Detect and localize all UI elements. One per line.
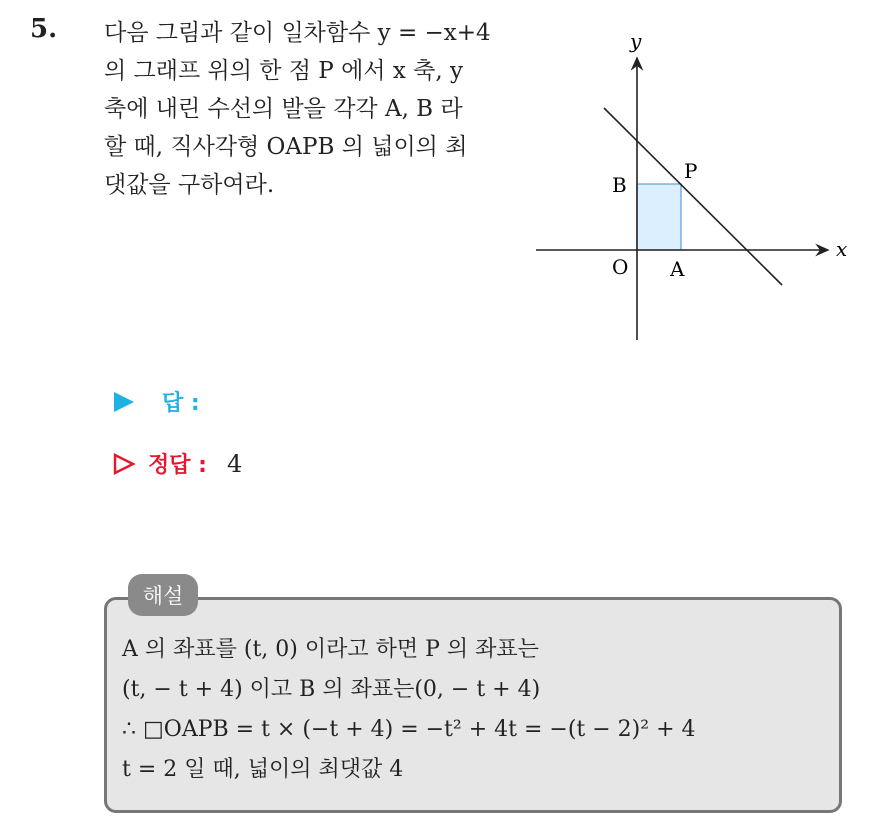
answer-row [112, 386, 200, 417]
origin-label: O [612, 255, 629, 279]
outline-triangle-icon [112, 452, 136, 476]
solution-text [122, 630, 696, 790]
question-line: 의 그래프 위의 한 점 P 에서 x 축, y [104, 58, 463, 84]
point-p-label: P [684, 159, 698, 183]
question-line: 할 때, 직사각형 OAPB 의 넓이의 최 [104, 134, 468, 160]
function-line [604, 108, 782, 285]
question-line: 다음 그림과 같이 일차함수 y = −x+4 [104, 20, 491, 46]
play-triangle-icon [112, 390, 136, 414]
question-line: 축에 내린 수선의 발을 각각 A, B 라 [104, 96, 463, 122]
coordinate-diagram [530, 28, 850, 348]
question-number: 5. [30, 14, 58, 44]
point-a-label: A [670, 257, 685, 281]
solution-line: ∴ □OAPB = t × (−t + 4) = −t² + 4t = −(t − 2)² + 4 [122, 717, 696, 742]
solution-line: (t, − t + 4) 이고 B 의 좌표는(0, − t + 4) [122, 677, 541, 702]
answer-label: 답 : [162, 391, 200, 416]
x-axis-label: x [836, 237, 848, 261]
solution-line: t = 2 일 때, 넓이의 최댓값 4 [122, 757, 404, 782]
question-text [104, 14, 524, 204]
y-axis-label: y [630, 29, 642, 53]
correct-answer-value: 4 [226, 449, 243, 478]
solution-tag: 해설 [128, 574, 198, 616]
point-b-label: B [612, 173, 627, 197]
question-line: 댓값을 구하여라. [104, 172, 275, 198]
solution-line: A 의 좌표를 (t, 0) 이라고 하면 P 의 좌표는 [122, 637, 539, 662]
rectangle-oapb [637, 184, 681, 250]
correct-answer-label: 정답 : [148, 453, 207, 478]
correct-answer-row [112, 448, 242, 479]
